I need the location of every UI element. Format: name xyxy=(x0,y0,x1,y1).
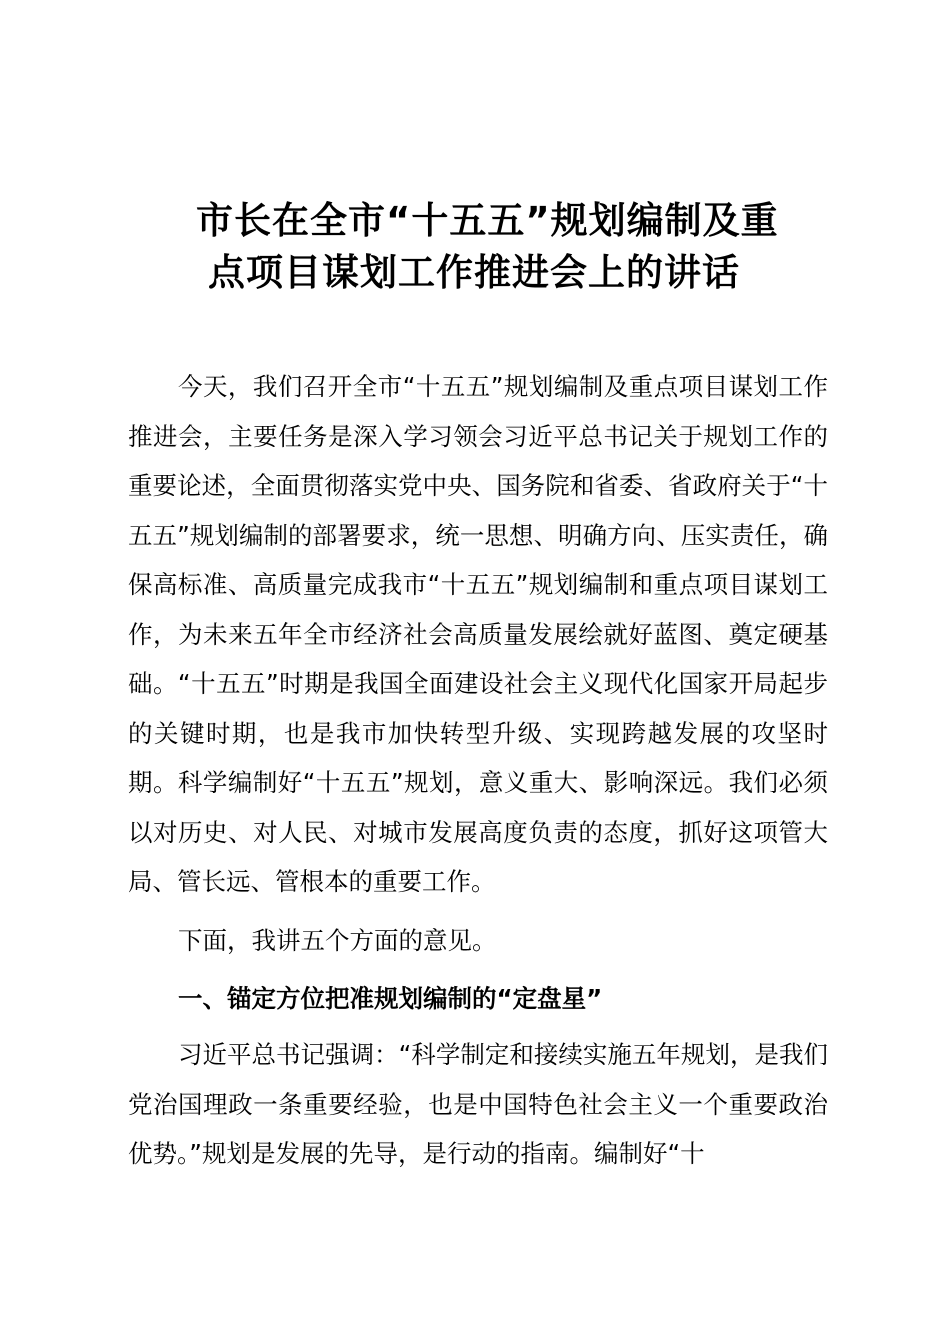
document-title-line-1: 市长在全市“十五五”规划编制及重 xyxy=(196,199,779,242)
paragraph-section-1: 习近平总书记强调：“科学制定和接续实施五年规划，是我们党治国理政一条重要经验，也是中国特色社会主义一个重要政治优势。”规划是发展的先导，是行动的指南。编制好“十 xyxy=(128,1040,828,1168)
paragraph-intro: 今天，我们召开全市“十五五”规划编制及重点项目谋划工作推进会，主要任务是深入学习领会习近平总书记关于规划工作的重要论述，全面贯彻落实党中央、国务院和省委、省政府关于“十五五”规划编制的部署要求，统一思想、明确方向、压实责任，确保高标准、高质量完成我市“十五五”规划编制和重点项目谋划工作，为未来五年全市经济社会高质量发展绘就好蓝图、奠定硬基础。“十五五”时期是我国全面建设社会主义现代化国家开局起步的关键时期，也是我市加快转型升级、实现跨越发展的攻坚时期。科学编制好“十五五”规划，意义重大、影响深远。我们必须以对历史、对人民、对城市发展高度负责的态度，抓好这项管大局、管长远、管根本的重要工作。 xyxy=(128,372,828,896)
document-title-line-2: 点项目谋划工作推进会上的讲话 xyxy=(208,251,740,294)
section-heading-1: 一、锚定方位把准规划编制的“定盘星” xyxy=(178,984,603,1013)
paragraph-transition: 下面，我讲五个方面的意见。 xyxy=(178,926,497,955)
